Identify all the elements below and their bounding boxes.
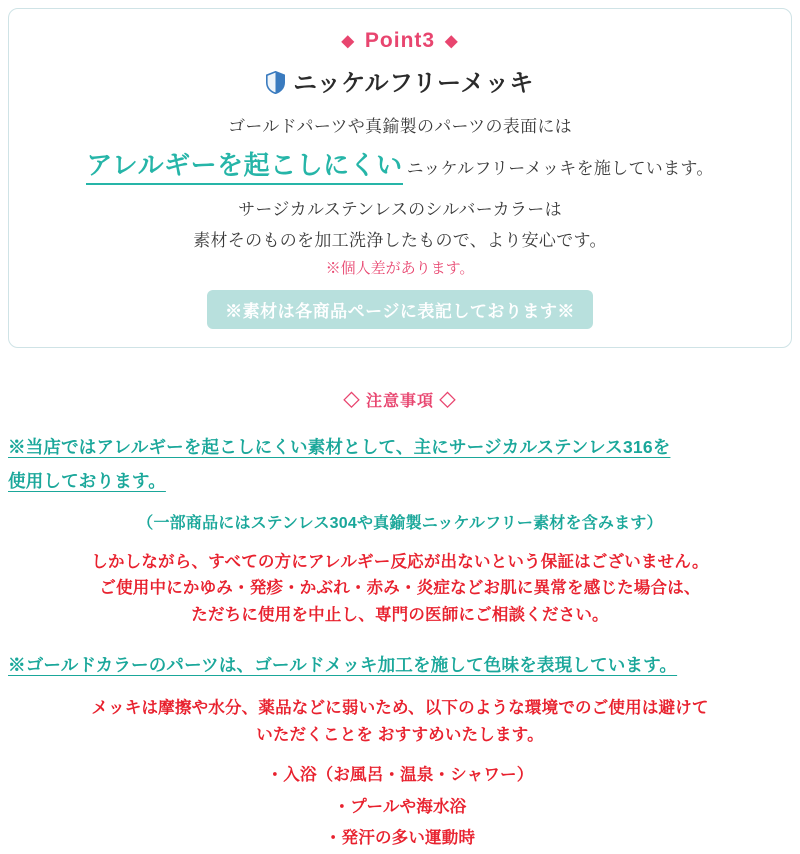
sub-line-2: 素材そのものを加工洗浄したもので、より安心です。	[193, 231, 607, 250]
notice-section	[0, 388, 800, 854]
list-item: ・入浴（お風呂・温泉・シャワー）	[266, 766, 534, 785]
plating-care-line-1: メッキは摩擦や水分、薬品などに弱いため、以下のような環境でのご使用は避けて	[91, 698, 709, 717]
allergy-warning-block	[8, 549, 792, 629]
notice-title: ◇ 注意事項 ◇	[343, 393, 457, 410]
sub-line-1: サージカルステンレスのシルバーカラーは	[238, 200, 562, 219]
plating-care-block	[48, 695, 752, 748]
allergy-warning-line-3: ただちに使用を中止し、専門の医師にご相談ください。	[191, 606, 609, 625]
shield-icon	[266, 71, 285, 94]
notice-paragraph-2: （一部商品にはステンレス304や真鍮製ニッケルフリー素材を含みます）	[137, 514, 663, 532]
point-title	[23, 29, 777, 53]
notice-paragraph-1-line-1: ※当店ではアレルギーを起こしにくい素材として、主にサージカルステンレス316を	[8, 437, 671, 457]
emphasis-highlight: アレルギーを起こしにくい	[86, 145, 402, 185]
individual-difference-note: ※個人差があります。	[325, 260, 475, 277]
diamond-right-icon: ◆	[445, 33, 459, 50]
notice-paragraph-1	[8, 433, 792, 496]
point-heading	[23, 63, 777, 98]
point-card	[8, 8, 792, 348]
notice-paragraph-1-line-2: 使用しております。	[8, 471, 166, 492]
list-item: ・発汗の多い運動時	[324, 828, 476, 847]
point-heading-text: ニッケルフリーメッキ	[293, 70, 534, 97]
allergy-warning-line-2: ご使用中にかゆみ・発疹・かぶれ・赤み・炎症などお肌に異常を感じた場合は、	[99, 579, 701, 598]
list-item: ・プールや海水浴	[333, 797, 467, 816]
avoid-list	[8, 760, 792, 854]
gold-plating-heading: ※ゴールドカラーのパーツは、ゴールドメッキ加工を施して色味を表現しています。	[8, 654, 678, 675]
point-label: Point3	[364, 29, 436, 52]
emphasis-row	[23, 145, 777, 185]
material-note-badge: ※素材は各商品ページに表記しております※	[207, 290, 593, 329]
page-root	[0, 8, 800, 847]
emphasis-rest: ニッケルフリーメッキを施しています。	[406, 159, 714, 178]
allergy-warning-line-1: しかしながら、すべての方にアレルギー反応が出ないという保証はございません。	[91, 552, 709, 571]
lead-line: ゴールドパーツや真鍮製のパーツの表面には	[228, 117, 572, 136]
diamond-left-icon: ◆	[341, 33, 355, 50]
plating-care-line-2: いただくことを おすすめいたします。	[256, 725, 544, 744]
